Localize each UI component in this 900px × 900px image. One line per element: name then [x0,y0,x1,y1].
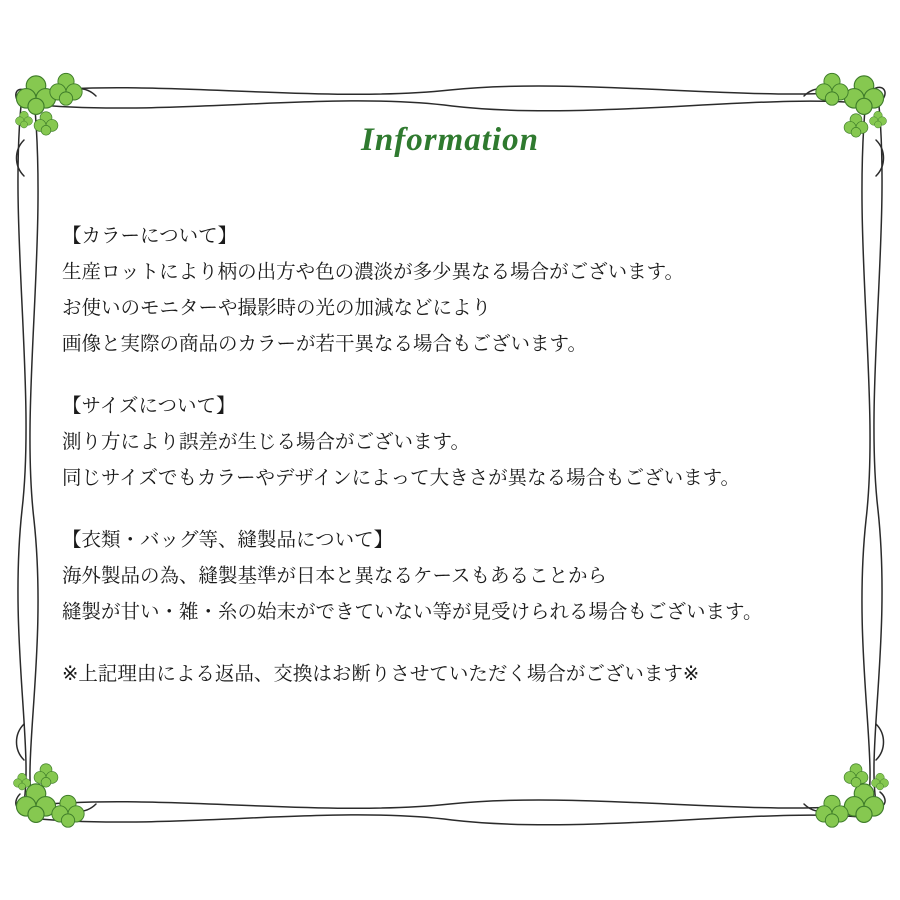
section-color [62,218,852,362]
section-line: 同じサイズでもカラーやデザインによって大きさが異なる場合もございます。 [62,467,741,489]
section-heading: 【衣類・バッグ等、縫製品について】 [62,529,394,551]
section-line: 生産ロットにより柄の出方や色の濃淡が多少異なる場合がございます。 [62,261,685,283]
section-heading: 【カラーについて】 [62,225,238,247]
section-line: 画像と実際の商品のカラーが若干異なる場合もございます。 [62,333,587,355]
section-heading: 【サイズについて】 [62,395,236,417]
section-size [62,388,852,496]
footnote: ※上記理由による返品、交換はお断りさせていただく場合がございます※ [62,663,700,685]
page-title: Information [361,122,539,158]
section-line: 縫製が甘い・雑・糸の始末ができていない等が見受けられる場合もございます。 [62,601,763,623]
section-line: 海外製品の為、縫製基準が日本と異なるケースもあることから [62,565,608,587]
section-sewn-goods [62,522,852,630]
section-line: お使いのモニターや撮影時の光の加減などにより [62,297,492,319]
section-line: 測り方により誤差が生じる場合がございます。 [62,431,470,453]
information-body [62,218,852,692]
